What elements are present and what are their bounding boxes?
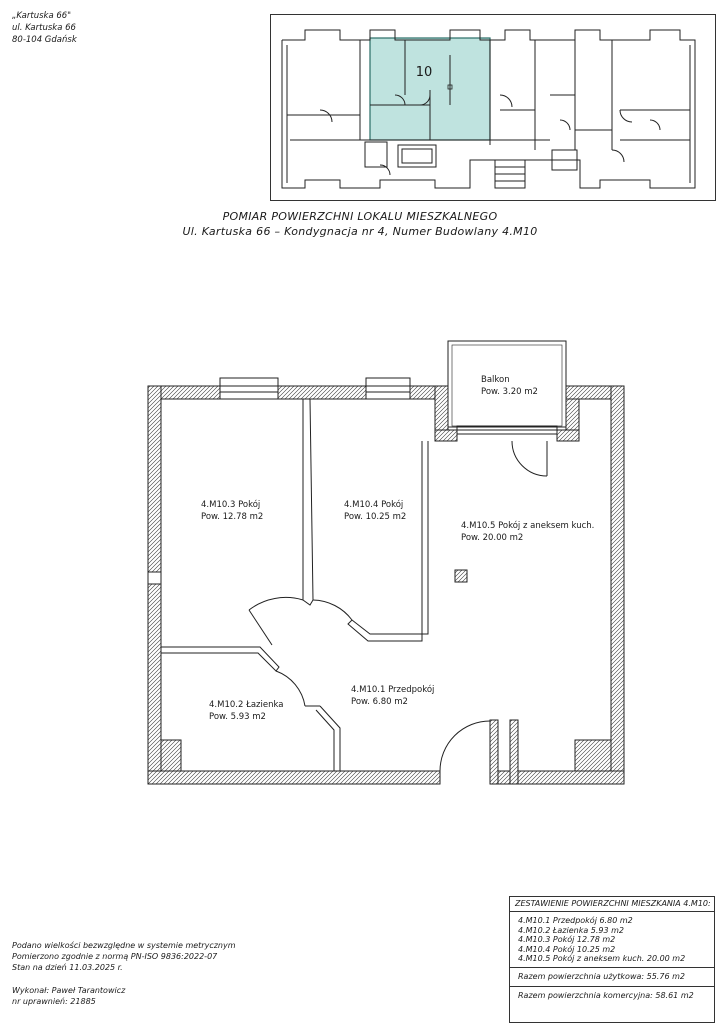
door-room4 <box>313 600 352 620</box>
door-balcony <box>512 441 547 476</box>
page-subtitle: Ul. Kartuska 66 – Kondygnacja nr 4, Numer Budowlany 4.M10 <box>182 225 538 238</box>
window-left <box>148 572 161 584</box>
window-room3 <box>220 378 278 399</box>
wall-left-lower <box>148 584 161 784</box>
summary-item: 4.M10.1 Przedpokój 6.80 m2 <box>518 916 633 925</box>
vent-shaft <box>455 570 467 582</box>
summary-item: 4.M10.4 Pokój 10.25 m2 <box>518 944 616 954</box>
wall-bottom-left <box>148 771 440 784</box>
page-title: POMIAR POWIERZCHNI LOKALU MIESZKALNEGO <box>222 210 498 223</box>
summary-items <box>510 912 714 968</box>
wall-room4-room5 <box>348 441 428 641</box>
wall-top-mid <box>278 386 366 399</box>
room-label-pokoj-4: 4.M10.4 Pokój Pow. 10.25 m2 <box>344 500 407 522</box>
door-entrance <box>440 721 490 771</box>
note-line-2: Pomierzono zgodnie z normą PN-ISO 9836:2022-07 <box>12 952 218 961</box>
summary-item: 4.M10.3 Pokój 12.78 m2 <box>518 935 616 945</box>
note-line-3: Stan na dzień 11.03.2025 r. <box>12 963 123 972</box>
wall-right <box>611 386 624 784</box>
keyplan-unit-number: 10 <box>415 65 433 80</box>
summary-item: 4.M10.5 Pokój z aneksem kuch. 20.00 m2 <box>518 954 686 964</box>
window-room4 <box>366 378 410 399</box>
area-summary-table <box>509 896 715 1023</box>
address-line-3: 80-104 Gdańsk <box>12 35 77 45</box>
wall-room3-room4 <box>303 399 313 605</box>
room-label-lazienka: 4.M10.2 Łazienka Pow. 5.93 m2 <box>209 700 284 722</box>
address-line-1: „Kartuska 66" <box>12 11 72 21</box>
room-label-balkon: Balkon Pow. 3.20 m2 <box>481 375 538 397</box>
room-label-pokoj-5: 4.M10.5 Pokój z aneksem kuch. Pow. 20.00 m2 <box>461 521 595 543</box>
summary-commercial-total: Razem powierzchnia komercyjna: 58.61 m2 <box>518 990 694 1000</box>
summary-usable-total: Razem powierzchnia użytkowa: 55.76 m2 <box>510 968 714 987</box>
author-block <box>12 985 125 1007</box>
wall-bath-hall <box>316 706 340 771</box>
author-name: Wykonał: Paweł Tarantowicz <box>12 986 126 995</box>
summary-item: 4.M10.2 Łazienka 5.93 m2 <box>518 925 625 935</box>
wall-room3-bath <box>161 647 279 671</box>
wall-left-upper <box>148 386 161 572</box>
address-line-2: ul. Kartuska 66 <box>12 23 76 33</box>
room-label-pokoj-3: 4.M10.3 Pokój Pow. 12.78 m2 <box>201 500 264 522</box>
door-room3 <box>249 597 303 610</box>
author-license: nr uprawnień: 21885 <box>12 997 96 1006</box>
room-label-przedpokoj: 4.M10.1 Przedpokój Pow. 6.80 m2 <box>351 685 435 707</box>
note-line-1: Podano wielkości bezwzględne w systemie metrycznym <box>12 941 236 950</box>
summary-header: ZESTAWIENIE POWIERZCHNI MIESZKANIA 4.M10: <box>510 897 714 912</box>
measurement-notes <box>12 940 236 973</box>
